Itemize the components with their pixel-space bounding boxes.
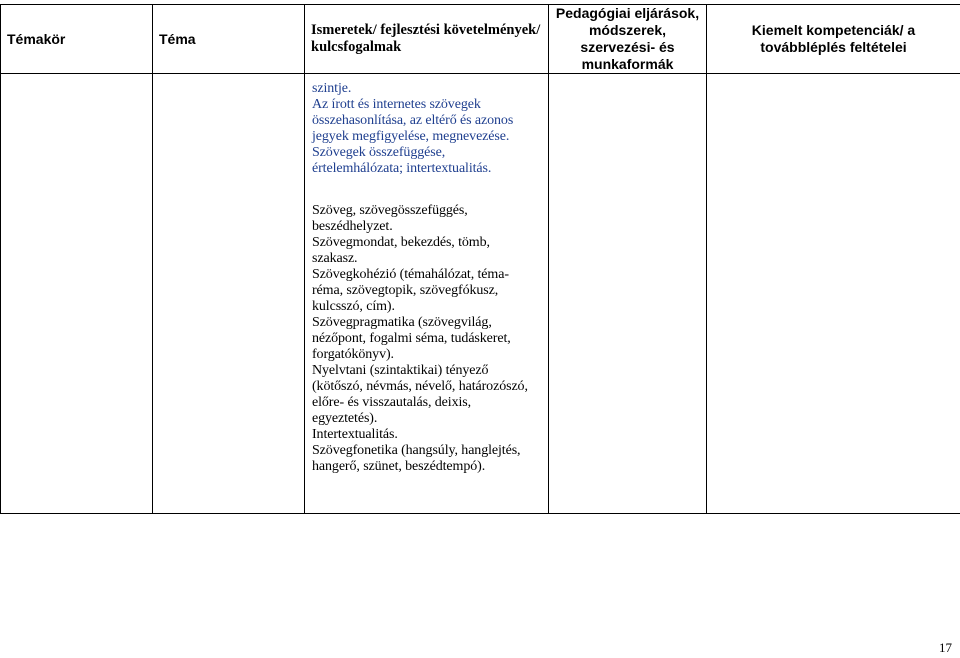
header-tema: Téma bbox=[153, 5, 305, 74]
text-line: szintje. bbox=[312, 81, 352, 96]
text-line: forgatókönyv). bbox=[312, 347, 394, 362]
text-line: jegyek megfigyelése, megnevezése. bbox=[312, 129, 510, 144]
text-line: beszédhelyzet. bbox=[312, 219, 393, 234]
header-ismeretek: Ismeretek/ fejlesztési követelmények/ kulcsfogalmak bbox=[305, 5, 549, 74]
table-row bbox=[1, 74, 960, 514]
text-line: előre- és visszautalás, deixis, bbox=[312, 395, 472, 410]
text-line: összehasonlítása, az eltérő és azonos bbox=[312, 113, 514, 128]
cell-ismeretek bbox=[305, 74, 549, 514]
knowledge-black-text bbox=[312, 203, 542, 475]
text-line: kulcsszó, cím). bbox=[312, 299, 395, 314]
text-line: Intertextualitás. bbox=[312, 427, 398, 442]
header-kiemelt-kompetenciak: Kiemelt kompetenciák/ a továbbléplés feltételei bbox=[707, 5, 960, 74]
text-line: Szövegek összefüggése, bbox=[312, 145, 446, 160]
text-line: Az írott és internetes szövegek bbox=[312, 97, 481, 112]
curriculum-table bbox=[0, 4, 960, 514]
text-line: Szövegfonetika (hangsúly, hanglejtés, bbox=[312, 443, 521, 458]
table-header-row bbox=[1, 5, 960, 74]
header-temakor: Témakör bbox=[1, 5, 153, 74]
text-line: Szövegpragmatika (szövegvilág, bbox=[312, 315, 492, 330]
header-pedagogiai-eljarasok: Pedagógiai eljárások, módszerek, szervezési- és munkaformák bbox=[549, 5, 707, 74]
text-line: hangerő, szünet, beszédtempó). bbox=[312, 459, 486, 474]
text-line: (kötőszó, névmás, névelő, határozószó, bbox=[312, 379, 528, 394]
text-line: szakasz. bbox=[312, 251, 358, 266]
text-line: Szövegkohézió (témahálózat, téma- bbox=[312, 267, 509, 282]
cell-pedagogiai-eljarasok bbox=[549, 74, 707, 514]
page-number: 17 bbox=[939, 640, 952, 655]
knowledge-blue-text bbox=[312, 81, 542, 177]
text-line: egyeztetés). bbox=[312, 411, 378, 426]
cell-tema bbox=[153, 74, 305, 514]
text-line: réma, szövegtopik, szövegfókusz, bbox=[312, 283, 499, 298]
text-line: értelemhálózata; intertextualitás. bbox=[312, 161, 492, 176]
text-line: Nyelvtani (szintaktikai) tényező bbox=[312, 363, 489, 378]
text-line: nézőpont, fogalmi séma, tudáskeret, bbox=[312, 331, 511, 346]
cell-temakor bbox=[1, 74, 153, 514]
text-line: Szövegmondat, bekezdés, tömb, bbox=[312, 235, 490, 250]
text-line: Szöveg, szövegösszefüggés, bbox=[312, 203, 468, 218]
cell-kiemelt-kompetenciak bbox=[707, 74, 960, 514]
paragraph-gap bbox=[312, 177, 542, 203]
